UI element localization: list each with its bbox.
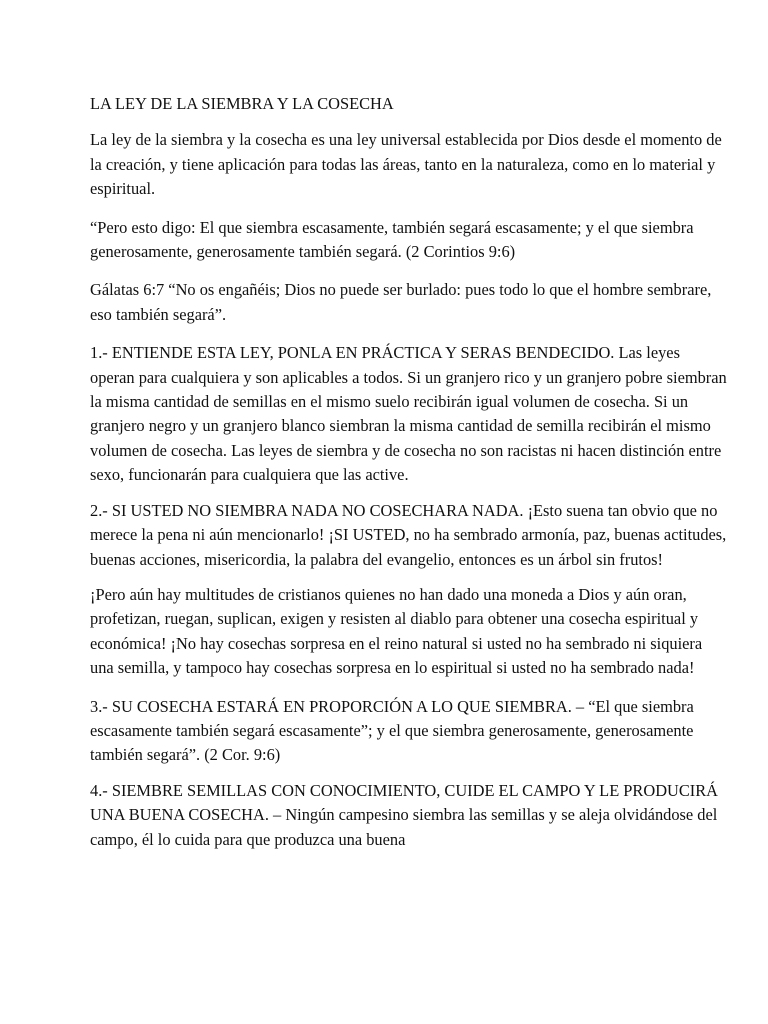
quote-galatas-paragraph: Gálatas 6:7 “No os engañéis; Dios no puede ser burlado: pues todo lo que el hombre sembrare, eso también segará”. bbox=[90, 280, 712, 324]
multitudes-paragraph: ¡Pero aún hay multitudes de cristianos quienes no han dado una moneda a Dios y aún oran, profetizan, ruegan, suplican, exigen y resisten al diablo para obtener una cosecha espiritual y económica! ¡No hay cosechas sorpresa en el reino natural si usted no ha sembrado ni siquiera una semilla, y tampoco hay cosechas sorpresa en lo espiritual si usted no ha sembrado nada! bbox=[90, 584, 703, 678]
point-2-paragraph: 2.- SI USTED NO SIEMBRA NADA NO COSECHARA NADA. ¡Esto suena tan obvio que no merece la pena ni aún mencionarlo! ¡SI USTED, no ha sembrado armonía, paz, buenas actitudes, buenas acciones, misericordia, la palabra del evangelio, entonces es un árbol sin frutos! bbox=[90, 500, 727, 569]
point-3-paragraph: 3.- SU COSECHA ESTARÁ EN PROPORCIÓN A LO QUE SIEMBRA. – “El que siembra escasamente también segará escasamente”; y el que siembra generosamente, generosamente también segará”. (2 Cor. 9:6) bbox=[90, 696, 694, 765]
point-1-paragraph: 1.- ENTIENDE ESTA LEY, PONLA EN PRÁCTICA Y SERAS BENDECIDO. Las leyes operan para cualquiera y son aplicables a todos. Si un granjero rico y un granjero pobre siembran la misma cantidad de semillas en el mismo suelo recibirán igual volumen de cosecha. Si un granjero negro y un granjero blanco siembran la misma cantidad de semilla recibirán el mismo volumen de cosecha. Las leyes de siembra y de cosecha no son racistas ni hacen distinción entre sexo, funcionarán para cualquiera que las active. bbox=[90, 343, 727, 485]
quote-corintios-paragraph: “Pero esto digo: El que siembra escasamente, también segará escasamente; y el que siembra generosamente, generosamente también segará. (2 Corintios 9:6) bbox=[90, 217, 694, 262]
document-title: LA LEY DE LA SIEMBRA Y LA COSECHA bbox=[90, 94, 394, 113]
intro-paragraph: La ley de la siembra y la cosecha es una ley universal establecida por Dios desde el momento de la creación, y tiene aplicación para todas las áreas, tanto en la naturaleza, como en lo material y espiritual. bbox=[90, 130, 722, 199]
point-4-paragraph: 4.- SIEMBRE SEMILLAS CON CONOCIMIENTO, CUIDE EL CAMPO Y LE PRODUCIRÁ UNA BUENA COSECHA. – Ningún campesino siembra las semillas y se aleja olvidándose del campo, él lo cuida para que produzca una buena bbox=[90, 780, 719, 849]
